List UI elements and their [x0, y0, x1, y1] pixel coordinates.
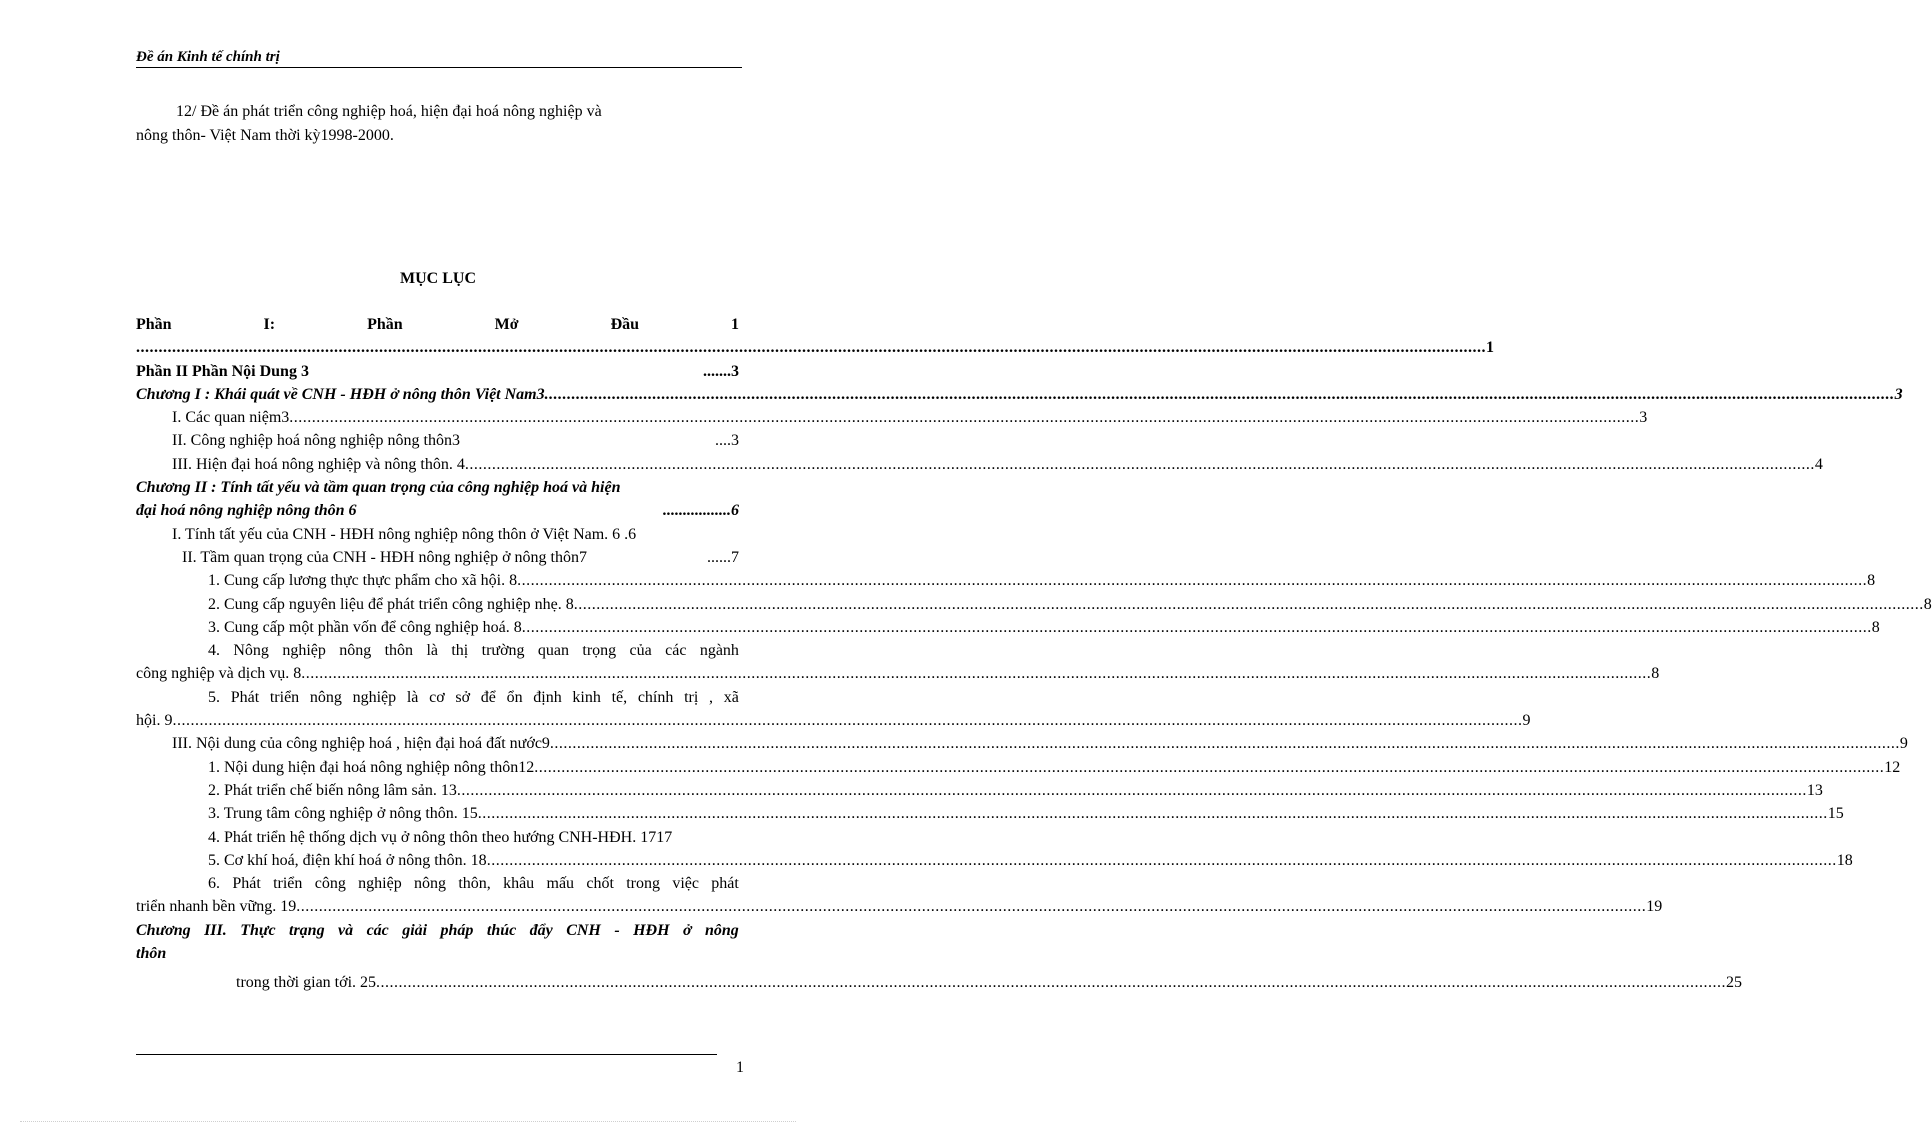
toc-entry-2-3-6-line1: [136, 872, 739, 895]
toc-entry-part1-leader: [136, 336, 1494, 359]
toc-entry-2-1: I. Tính tất yếu của CNH - HĐH nông nghiệp nông thôn ở Việt Nam. 6 .6: [172, 525, 637, 543]
toc-word: ổn: [506, 688, 523, 706]
toc-word: Chương: [136, 921, 191, 939]
toc-word: tế,: [611, 688, 628, 706]
entry-text: công nghiệp và dịch vụ. 8: [136, 665, 302, 683]
toc-word: triển: [273, 875, 303, 893]
entry-text: II. Công nghiệp hoá nông nghiệp nông thôn3: [172, 432, 460, 450]
toc-entry-2-3-3: [136, 802, 1844, 825]
toc-word: nghiệp: [352, 688, 397, 706]
toc-entry-2-2-4-line2: [136, 662, 1660, 685]
toc-entry-2-3-1: [136, 756, 1901, 779]
page-number: 8: [1871, 618, 1880, 636]
toc-entry-2-2-5-line2: [136, 709, 1531, 732]
entry-text: hội. 9: [136, 712, 173, 730]
toc-word: III.: [204, 921, 227, 939]
entry-text: II. Tầm quan trọng của CNH - HĐH nông nghiệp ở nông thôn7: [182, 548, 587, 566]
page-number: 9: [1899, 735, 1908, 753]
toc-word: chốt: [586, 875, 614, 893]
toc-word: định: [533, 688, 562, 706]
toc-word: của: [629, 642, 652, 660]
toc-word: nông: [309, 688, 342, 706]
toc-entry-part2: [136, 360, 739, 383]
leader-dots: ............................................................................................................................................................................................................................................................................................................: [521, 618, 1872, 636]
page-number: 13: [1806, 781, 1823, 799]
toc-word: sở: [455, 688, 471, 706]
toc-entry-2-2-3: [136, 616, 1880, 639]
toc-word: trị: [684, 688, 699, 706]
footer-page-number: 1: [736, 1059, 744, 1076]
toc-word: CNH: [566, 921, 601, 939]
toc-entry-chapter-3-line2: thôn: [136, 945, 167, 963]
toc-word: Đầu: [610, 316, 640, 333]
toc-word: nông: [339, 642, 372, 660]
toc-word: khâu: [503, 875, 535, 893]
toc-entry-2-3-2: [136, 779, 1823, 802]
footer-rule: [136, 1054, 717, 1055]
page-number: 8: [1923, 595, 1932, 613]
entry-text: triển nhanh bền vững. 19: [136, 898, 297, 916]
leader-dots: ............................................................................................................................................................................................................................................................................................................: [549, 735, 1900, 753]
toc-word: Phần: [367, 316, 403, 333]
page-number: 12: [1884, 758, 1901, 776]
toc-entry-2-3-4: 4. Phát triển hệ thống dịch vụ ở nông thôn theo hướng CNH-HĐH. 1717: [208, 828, 673, 846]
leader-dots: ............................................................................................................................................................................................................................................................................................................: [376, 974, 1727, 992]
leader-dots: ............................................................................................................................................................................................................................................................................................................: [296, 898, 1647, 916]
toc-word: nông: [705, 921, 739, 939]
page-number: 25: [1726, 974, 1743, 992]
toc-entry-chapter-2-line2: [136, 499, 739, 522]
toc-word: trường: [481, 642, 525, 660]
page-number: 9: [1522, 712, 1531, 730]
toc-word: trọng: [582, 642, 617, 660]
page-number: .................6: [663, 502, 739, 520]
page-number: 3: [1894, 385, 1903, 403]
toc-word: triển: [269, 688, 300, 706]
leader-dots: ............................................................................................................................................................................................................................................................................................................: [517, 572, 1868, 590]
leader-dots: ............................................................................................................................................................................................................................................................................................................: [573, 595, 1924, 613]
entry-text: Phần II Phần Nội Dung 3: [136, 362, 309, 380]
entry-text: đại hoá nông nghiệp nông thôn 6: [136, 502, 357, 520]
header-title: Đề án Kinh tế chính trị: [136, 49, 280, 65]
toc-word: mấu: [546, 875, 575, 893]
toc-word: 1: [730, 316, 739, 333]
toc-word: để: [480, 688, 496, 706]
toc-title: MỤC LỤC: [400, 270, 476, 287]
leader-dots: ............................................................................................................................................................................................................................................................................................................: [477, 805, 1828, 823]
toc-word: I:: [263, 316, 276, 333]
toc-word: chính: [637, 688, 674, 706]
toc-word: Mở: [494, 316, 519, 333]
page-number: 3: [1639, 409, 1648, 427]
toc-entry-2-3-6-line2: [136, 895, 1663, 918]
toc-word: pháp: [440, 921, 474, 939]
toc-entry-2-2-1: [136, 569, 1876, 592]
toc-part1-words: [136, 313, 739, 336]
toc-word: trong: [626, 875, 660, 893]
page-number: 18: [1836, 851, 1853, 869]
toc-entry-chapter-3-line1: [136, 919, 739, 942]
toc-word: các: [665, 642, 687, 660]
entry-text: 2. Phát triển chế biến nông lâm sản. 13: [208, 781, 457, 799]
toc-entry-2-2: [136, 546, 739, 569]
toc-word: Phát: [230, 688, 260, 706]
toc-word: ,: [709, 688, 713, 706]
leader-dots: ............................................................................................................................................................................................................................................................................................................: [136, 339, 1486, 357]
toc-word: ở: [682, 921, 692, 939]
reference-line-1: 12/ Đề án phát triển công nghiệp hoá, hiện đại hoá nông nghiệp và: [176, 103, 602, 120]
leader-dots: ............................................................................................................................................................................................................................................................................................................: [301, 665, 1652, 683]
entry-text: III. Nội dung của công nghiệp hoá , hiện đại hoá đất nước9: [172, 735, 550, 753]
leader-dots: ............................................................................................................................................................................................................................................................................................................: [544, 385, 1895, 403]
reference-entry: [136, 100, 706, 148]
toc-word: trạng: [289, 921, 325, 939]
toc-entry-2-2-4-line1: [136, 639, 739, 662]
entry-text: Chương I : Khái quát về CNH - HĐH ở nông thôn Việt Nam3: [136, 385, 545, 403]
toc-word: là: [406, 688, 419, 706]
leader-dots: ............................................................................................................................................................................................................................................................................................................: [456, 781, 1807, 799]
toc-word: 4.: [208, 642, 220, 660]
toc-entry-chapter-2-line1: Chương II : Tính tất yếu và tầm quan trọng của công nghiệp hoá và hiện: [136, 479, 621, 497]
toc-word: kinh: [572, 688, 601, 706]
toc-word: HĐH: [633, 921, 670, 939]
toc-word: 5.: [208, 688, 220, 706]
page-number: 8: [1651, 665, 1660, 683]
toc-entry-chapter-3-line3: [136, 971, 1743, 994]
page-number: 15: [1827, 805, 1844, 823]
entry-text: 3. Trung tâm công nghiệp ở nông thôn. 15: [208, 805, 478, 823]
page-number: 8: [1867, 572, 1876, 590]
toc-word: phát: [711, 875, 739, 893]
entry-text: 1. Nội dung hiện đại hoá nông nghiệp nông thôn12: [208, 758, 535, 776]
toc-word: cơ: [429, 688, 445, 706]
page-edge-dots: [20, 1121, 796, 1122]
toc-word: ngành: [699, 642, 739, 660]
table-of-contents: [136, 313, 1932, 995]
running-header: [136, 48, 742, 68]
page-number: ....3: [715, 432, 739, 450]
toc-word: 6.: [208, 875, 220, 893]
toc-word: thúc: [486, 921, 517, 939]
toc-entry-2-3: [136, 732, 1908, 755]
toc-word: là: [426, 642, 438, 660]
toc-entry-2-2-5-line1: [136, 686, 739, 709]
entry-text: 3. Cung cấp một phần vốn để công nghiệp hoá. 8: [208, 618, 522, 636]
toc-word: Phát: [232, 875, 261, 893]
toc-word: Thực: [240, 921, 276, 939]
leader-dots: ............................................................................................................................................................................................................................................................................................................: [172, 712, 1523, 730]
toc-word: nghiệp: [282, 642, 326, 660]
toc-entry-2-3-5: [136, 849, 1853, 872]
leader-dots: ............................................................................................................................................................................................................................................................................................................: [534, 758, 1885, 776]
page-number: 1: [1486, 339, 1494, 357]
entry-text: 2. Cung cấp nguyên liệu để phát triển công nghiệp nhẹ. 8: [208, 595, 574, 613]
toc-word: Nông: [233, 642, 269, 660]
leader-dots: ............................................................................................................................................................................................................................................................................................................: [464, 455, 1815, 473]
toc-word: thôn: [384, 642, 414, 660]
toc-word: công: [314, 875, 346, 893]
toc-word: nông: [414, 875, 446, 893]
toc-word: đẩy: [529, 921, 553, 939]
toc-word: quan: [537, 642, 570, 660]
toc-word: việc: [672, 875, 699, 893]
page-number: 4: [1814, 455, 1823, 473]
toc-word: thị: [451, 642, 469, 660]
toc-word: và: [338, 921, 354, 939]
toc-word: giải: [402, 921, 428, 939]
toc-word: các: [366, 921, 389, 939]
toc-word: xã: [723, 688, 739, 706]
toc-word: nghiệp: [358, 875, 402, 893]
reference-line-2: nông thôn- Việt Nam thời kỳ1998-2000.: [136, 127, 394, 144]
page-number: ......7: [707, 548, 739, 566]
entry-text: III. Hiện đại hoá nông nghiệp và nông thôn. 4: [172, 455, 465, 473]
toc-word: -: [614, 921, 620, 939]
entry-text: 5. Cơ khí hoá, điện khí hoá ở nông thôn. 18: [208, 851, 487, 869]
entry-text: trong thời gian tới. 25: [236, 974, 377, 992]
page-number: 19: [1646, 898, 1663, 916]
toc-entry-chapter-1: [136, 383, 1903, 406]
toc-word: Phần: [136, 316, 172, 333]
toc-entry-1-3: [136, 453, 1823, 476]
leader-dots: ............................................................................................................................................................................................................................................................................................................: [289, 409, 1640, 427]
toc-entry-1-1: [136, 406, 1648, 429]
toc-entry-1-2: [136, 429, 739, 452]
entry-text: I. Các quan niệm3: [172, 409, 290, 427]
page-number: .......3: [703, 362, 739, 380]
leader-dots: ............................................................................................................................................................................................................................................................................................................: [486, 851, 1837, 869]
toc-word: thôn,: [458, 875, 491, 893]
toc-entry-2-2-2: [136, 593, 1932, 616]
entry-text: 1. Cung cấp lương thực thực phẩm cho xã hội. 8: [208, 572, 518, 590]
